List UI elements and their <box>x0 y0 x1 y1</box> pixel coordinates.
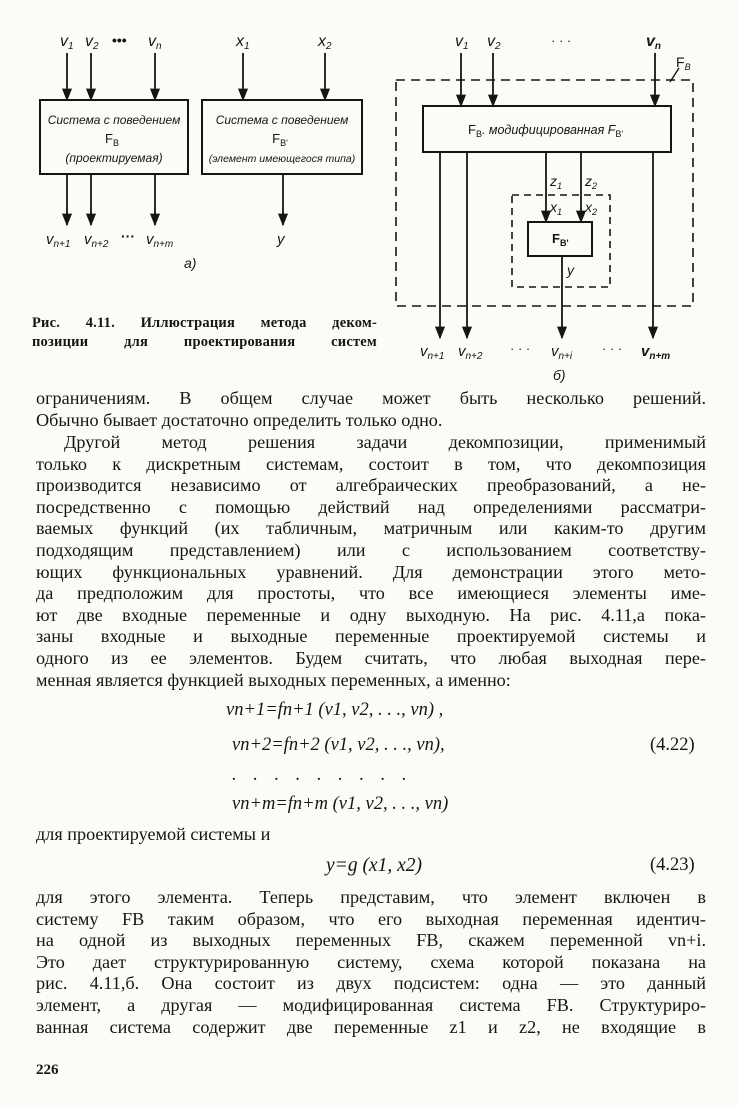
svg-text:(элемент имеющегося типа): (элемент имеющегося типа) <box>208 153 356 165</box>
equation-3: vn+m=fn+m (v1, v2, . . ., vn) <box>232 794 449 814</box>
svg-text:vn+m: $v_{n+m}$ <box>146 231 174 250</box>
svg-text:z1: $z_1$ <box>550 173 563 191</box>
figure-caption <box>32 314 377 352</box>
svg-text:· · ·: · · · <box>510 341 531 356</box>
svg-text:FB: $F_B$ <box>676 54 691 72</box>
svg-text:· · ·: · · · <box>551 33 572 48</box>
equation-2: vn+2=fn+2 (v1, v2, . . ., vn), <box>232 735 445 755</box>
paragraph-3 <box>36 887 706 1038</box>
equation-number-4-23: (4.23) <box>650 855 695 875</box>
svg-text:vn+i: $v_{n+i}$ <box>551 343 573 362</box>
svg-text:vn+m: $v_{n+m}$ <box>641 343 671 362</box>
svg-text:FB': $F_{B'}$ <box>552 231 569 248</box>
svg-text:vn+1: $v_{n+1}$ <box>420 343 445 362</box>
svg-text:vn+2: $v_{n+2}$ <box>84 231 109 250</box>
equation-1: vn+1=fn+1 (v1, v2, . . ., vn) , <box>226 700 444 720</box>
text-line: систему FB таким образом, что его выходная переменная идентич- <box>36 908 706 929</box>
svg-text:y: y <box>277 231 285 248</box>
svg-text:FB. модифицированная FB': $F_B$. модифицированная $F_{B'}$ <box>468 122 624 139</box>
caption-line-2: позиции для проектирования систем <box>32 334 377 350</box>
text-line: на одной из выходных переменных FB, скажем переменной vn+i. <box>36 930 706 951</box>
svg-text:x2: x2 <box>318 33 332 52</box>
paragraph-2 <box>36 432 706 691</box>
text-line: ограничениям. В общем случае может быть несколько решений. <box>36 388 706 408</box>
svg-text:x1: $x_1$ <box>550 199 563 217</box>
page-number: 226 <box>36 1062 59 1078</box>
text-line: заны входные и выходные переменные проектируемой системы и <box>36 626 706 647</box>
svg-text:vn: vn <box>646 33 662 52</box>
svg-text:vn: vn <box>148 33 162 52</box>
svg-text:а): а) <box>184 255 197 271</box>
svg-text:v1: v1 <box>455 33 469 52</box>
svg-text:y: y <box>567 262 574 278</box>
svg-text:•••: ••• <box>112 32 127 48</box>
text-line: Обычно бывает достаточно определить только одно. <box>36 409 443 430</box>
text-line: производится независимо от алгебраических преобразований, а не- <box>36 475 706 496</box>
text-after-equations <box>36 824 706 846</box>
text-line: посредственно с помощью действий над определениями рассматри- <box>36 496 706 517</box>
svg-text:z2: $z_2$ <box>585 173 598 191</box>
svg-text:FB: $F_B$ <box>105 131 119 148</box>
svg-text:x2: $x_2$ <box>585 199 598 217</box>
svg-text:v2: v2 <box>487 33 501 52</box>
svg-text:v1: v1 <box>60 33 74 52</box>
text-line: Другой метод решения задачи декомпозиции, применимый <box>64 432 706 452</box>
equation-4: y=g (x1, x2) <box>326 855 422 876</box>
text-line: ют две входные переменные и одну выходную. На рис. 4.11,а пока- <box>36 604 706 625</box>
svg-text:···: ··· <box>121 228 135 244</box>
paragraph-1 <box>36 388 706 431</box>
svg-text:б): б) <box>553 367 566 383</box>
text-line: ваемых функций (их табличным, матричным или каким-то другим <box>36 518 706 539</box>
text-line: менная является функцией выходных переменных, а именно: <box>36 669 511 690</box>
svg-text:x1: x1 <box>236 33 250 52</box>
text-line: подходящим представлением) или с использованием соответству- <box>36 539 706 560</box>
text-line: ющих функциональных уравнений. Для демонстрации этого мето- <box>36 561 706 582</box>
text-line: рис. 4.11,б. Она состоит из двух подсистем: одна — это данный <box>36 973 706 994</box>
text-line: да предположим для простоты, что все имеющиеся элементы име- <box>36 583 706 604</box>
svg-text:· · ·: · · · <box>602 341 623 356</box>
text-line: элемент, а другая — модифицированная система FB. Структуриро- <box>36 994 706 1015</box>
svg-text:v2: v2 <box>85 33 99 52</box>
equation-number-4-22: (4.22) <box>650 735 695 755</box>
svg-text:Система с поведением: Система с поведением <box>215 113 349 127</box>
text-line: Это дает структурированную систему, схема которой показана на <box>36 951 706 972</box>
text-line: одного из ее элементов. Будем считать, что любая выходная пере- <box>36 647 706 668</box>
equation-dots: . . . . . . . . . <box>232 765 413 785</box>
text-line: для проектируемой системы и <box>36 824 271 844</box>
text-line: только к дискретным системам, состоит в том, что декомпозиция <box>36 453 706 474</box>
text-line: ванная система содержит две переменные z1 и z2, не входящие в <box>36 1016 706 1037</box>
text-line: для этого элемента. Теперь представим, что элемент включен в <box>36 887 706 907</box>
svg-text:vn+1: $v_{n+1}$ <box>46 231 71 250</box>
svg-text:Система с поведением: Система с поведением <box>47 113 181 127</box>
svg-text:FB': $F_{B'}$ <box>272 131 288 148</box>
svg-text:(проектируемая): (проектируемая) <box>65 151 163 165</box>
caption-line-1: Рис. 4.11. Иллюстрация метода деком- <box>32 315 377 331</box>
svg-text:vn+2: $v_{n+2}$ <box>458 343 483 362</box>
